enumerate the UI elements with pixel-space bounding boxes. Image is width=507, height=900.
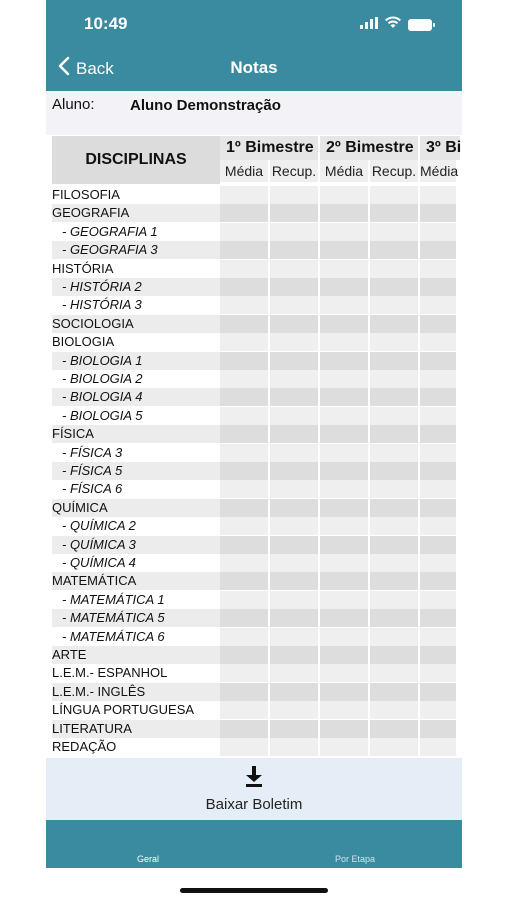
grade-cell <box>420 628 456 646</box>
grade-cell <box>270 296 318 314</box>
grade-cell <box>370 186 418 204</box>
grade-cell <box>320 683 368 701</box>
grade-cell <box>370 609 418 627</box>
grade-cell <box>320 204 368 222</box>
grade-cell <box>370 260 418 278</box>
grade-cell <box>220 738 268 756</box>
home-indicator[interactable] <box>180 888 328 893</box>
grade-cell <box>420 223 456 241</box>
grade-cell <box>320 480 368 498</box>
grade-cell <box>270 352 318 370</box>
grade-cell <box>320 241 368 259</box>
grade-cell <box>270 591 318 609</box>
tab-por-etapa[interactable]: Por Etapa <box>335 854 376 864</box>
student-label: Aluno: <box>52 96 95 113</box>
student-header <box>46 91 462 135</box>
download-report-button[interactable] <box>46 758 462 820</box>
grade-cell <box>320 536 368 554</box>
grade-cell <box>320 554 368 572</box>
grade-cell <box>370 720 418 738</box>
discipline-label: REDAÇÃO <box>52 738 220 756</box>
grade-cell <box>320 333 368 351</box>
grade-cell <box>320 462 368 480</box>
table-row <box>52 480 456 498</box>
grade-cell <box>270 223 318 241</box>
discipline-label: - FÍSICA 6 <box>52 480 220 498</box>
grade-cell <box>320 444 368 462</box>
student-name: Aluno Demonstração <box>130 97 281 114</box>
status-icons <box>360 16 432 34</box>
grade-cell <box>320 738 368 756</box>
grade-cell <box>220 278 268 296</box>
grade-cell <box>370 572 418 590</box>
grade-cell <box>220 260 268 278</box>
grade-cell <box>220 370 268 388</box>
discipline-label: - BIOLOGIA 1 <box>52 352 220 370</box>
grade-cell <box>220 425 268 443</box>
grade-cell <box>320 260 368 278</box>
grade-cell <box>320 315 368 333</box>
grade-cell <box>370 315 418 333</box>
table-row <box>52 554 456 572</box>
page-title: Notas <box>230 58 278 77</box>
table-row <box>52 536 456 554</box>
grade-cell <box>420 186 456 204</box>
grade-cell <box>220 664 268 682</box>
grade-cell <box>270 186 318 204</box>
grade-cell <box>420 241 456 259</box>
grade-cell <box>420 425 456 443</box>
discipline-label: MATEMÁTICA <box>52 572 220 590</box>
grade-cell <box>370 591 418 609</box>
discipline-label: - FÍSICA 3 <box>52 444 220 462</box>
discipline-label: BIOLOGIA <box>52 333 220 351</box>
wifi-icon <box>385 16 401 34</box>
grade-cell <box>270 646 318 664</box>
grade-cell <box>220 296 268 314</box>
grade-cell <box>270 480 318 498</box>
grade-cell <box>220 628 268 646</box>
grade-cell <box>370 425 418 443</box>
grade-cell <box>270 683 318 701</box>
grade-cell <box>270 333 318 351</box>
grade-cell <box>320 407 368 425</box>
disciplines-header: DISCIPLINAS <box>52 136 220 184</box>
table-row <box>52 315 456 333</box>
app-screen <box>46 0 462 900</box>
table-row <box>52 572 456 590</box>
grade-cell <box>320 664 368 682</box>
grade-cell <box>320 701 368 719</box>
grade-cell <box>320 572 368 590</box>
grade-cell <box>420 738 456 756</box>
grade-cell <box>320 720 368 738</box>
grade-cell <box>320 278 368 296</box>
bimester-header: 2º Bimestre <box>320 136 418 160</box>
grade-cell <box>420 333 456 351</box>
grade-cell <box>270 278 318 296</box>
discipline-label: L.E.M.- ESPANHOL <box>52 664 220 682</box>
grade-cell <box>220 204 268 222</box>
grade-cell <box>320 499 368 517</box>
grade-cell <box>420 388 456 406</box>
grade-cell <box>370 296 418 314</box>
sub-column-header: Recup. <box>270 160 318 182</box>
grade-cell <box>420 499 456 517</box>
grade-cell <box>320 388 368 406</box>
discipline-label: - HISTÓRIA 3 <box>52 296 220 314</box>
discipline-label: - BIOLOGIA 5 <box>52 407 220 425</box>
discipline-label: - GEOGRAFIA 3 <box>52 241 220 259</box>
grade-cell <box>270 444 318 462</box>
discipline-label: - QUÍMICA 4 <box>52 554 220 572</box>
discipline-label: - BIOLOGIA 2 <box>52 370 220 388</box>
grade-cell <box>420 462 456 480</box>
grade-cell <box>220 554 268 572</box>
table-row <box>52 388 456 406</box>
discipline-label: GEOGRAFIA <box>52 204 220 222</box>
grade-cell <box>320 517 368 535</box>
grade-cell <box>370 480 418 498</box>
grade-cell <box>220 517 268 535</box>
battery-icon <box>408 19 432 31</box>
grade-cell <box>270 609 318 627</box>
bimester-header: 3º Bi <box>420 136 460 160</box>
table-row <box>52 499 456 517</box>
discipline-label: QUÍMICA <box>52 499 220 517</box>
table-row <box>52 720 456 738</box>
table-row <box>52 186 456 204</box>
grade-cell <box>420 683 456 701</box>
grade-cell <box>270 425 318 443</box>
table-row <box>52 370 456 388</box>
grade-cell <box>320 370 368 388</box>
grade-cell <box>270 370 318 388</box>
grade-cell <box>420 260 456 278</box>
grade-cell <box>220 444 268 462</box>
discipline-label: - BIOLOGIA 4 <box>52 388 220 406</box>
sub-column-header: Média <box>320 160 368 182</box>
grade-cell <box>420 204 456 222</box>
grade-cell <box>420 315 456 333</box>
grade-cell <box>220 572 268 590</box>
grade-cell <box>420 444 456 462</box>
grade-cell <box>270 388 318 406</box>
grade-cell <box>220 720 268 738</box>
discipline-label: ARTE <box>52 646 220 664</box>
home-indicator-area <box>46 868 462 900</box>
discipline-label: FILOSOFIA <box>52 186 220 204</box>
table-row <box>52 333 456 351</box>
grade-cell <box>420 646 456 664</box>
grade-cell <box>420 701 456 719</box>
table-row <box>52 241 456 259</box>
grade-cell <box>370 333 418 351</box>
grade-cell <box>270 260 318 278</box>
grade-cell <box>370 278 418 296</box>
grade-cell <box>370 701 418 719</box>
download-label: Baixar Boletim <box>205 796 303 813</box>
grade-cell <box>270 720 318 738</box>
grade-cell <box>220 407 268 425</box>
grade-cell <box>370 499 418 517</box>
grade-cell <box>220 241 268 259</box>
grade-cell <box>420 609 456 627</box>
grade-cell <box>370 223 418 241</box>
grade-cell <box>270 315 318 333</box>
grade-cell <box>270 628 318 646</box>
grade-cell <box>270 204 318 222</box>
discipline-label: - MATEMÁTICA 5 <box>52 609 220 627</box>
discipline-label: - FÍSICA 5 <box>52 462 220 480</box>
grade-cell <box>220 388 268 406</box>
grade-cell <box>370 370 418 388</box>
grade-cell <box>320 186 368 204</box>
grade-cell <box>220 462 268 480</box>
grade-cell <box>370 664 418 682</box>
discipline-label: L.E.M.- INGLÊS <box>52 683 220 701</box>
grade-cell <box>270 738 318 756</box>
grade-cell <box>320 223 368 241</box>
grade-cell <box>320 591 368 609</box>
grade-cell <box>220 480 268 498</box>
grade-cell <box>270 701 318 719</box>
discipline-label: LITERATURA <box>52 720 220 738</box>
table-row <box>52 664 456 682</box>
discipline-label: HISTÓRIA <box>52 260 220 278</box>
grade-cell <box>370 536 418 554</box>
grade-cell <box>270 554 318 572</box>
table-row <box>52 738 456 756</box>
grade-cell <box>420 591 456 609</box>
grade-cell <box>370 628 418 646</box>
grade-cell <box>370 517 418 535</box>
grade-cell <box>270 462 318 480</box>
table-row <box>52 223 456 241</box>
grade-cell <box>420 536 456 554</box>
discipline-label: - MATEMÁTICA 1 <box>52 591 220 609</box>
download-icon <box>242 764 266 788</box>
table-row <box>52 609 456 627</box>
table-row <box>52 517 456 535</box>
grade-cell <box>370 352 418 370</box>
grade-cell <box>320 352 368 370</box>
signal-icon <box>360 16 378 34</box>
grade-cell <box>420 352 456 370</box>
discipline-label: - HISTÓRIA 2 <box>52 278 220 296</box>
grade-cell <box>420 480 456 498</box>
table-row <box>52 444 456 462</box>
grade-cell <box>420 278 456 296</box>
discipline-label: FÍSICA <box>52 425 220 443</box>
grade-cell <box>270 407 318 425</box>
discipline-label: - GEOGRAFIA 1 <box>52 223 220 241</box>
discipline-label: LÍNGUA PORTUGUESA <box>52 701 220 719</box>
table-row <box>52 204 456 222</box>
grade-cell <box>370 444 418 462</box>
table-row <box>52 646 456 664</box>
grade-cell <box>420 554 456 572</box>
grade-cell <box>270 536 318 554</box>
grade-cell <box>220 701 268 719</box>
grade-cell <box>370 462 418 480</box>
grade-cell <box>220 352 268 370</box>
table-row <box>52 260 456 278</box>
grade-cell <box>270 517 318 535</box>
table-row <box>52 591 456 609</box>
grade-cell <box>270 664 318 682</box>
table-row <box>52 425 456 443</box>
grade-cell <box>420 296 456 314</box>
grade-cell <box>270 241 318 259</box>
tab-bar <box>46 820 462 868</box>
grade-cell <box>420 664 456 682</box>
table-row <box>52 462 456 480</box>
grade-cell <box>420 517 456 535</box>
grade-cell <box>320 628 368 646</box>
grade-cell <box>220 315 268 333</box>
grade-cell <box>420 572 456 590</box>
discipline-label: - MATEMÁTICA 6 <box>52 628 220 646</box>
discipline-label: SOCIOLOGIA <box>52 315 220 333</box>
table-row <box>52 278 456 296</box>
grade-cell <box>370 388 418 406</box>
grade-cell <box>420 720 456 738</box>
sub-column-header: Média <box>220 160 268 182</box>
grade-cell <box>320 425 368 443</box>
grade-cell <box>220 499 268 517</box>
grade-cell <box>220 646 268 664</box>
grade-cell <box>420 370 456 388</box>
bimester-header: 1º Bimestre <box>220 136 318 160</box>
grade-cell <box>270 572 318 590</box>
grade-cell <box>370 738 418 756</box>
grade-cell <box>220 683 268 701</box>
grade-cell <box>420 407 456 425</box>
grade-cell <box>220 536 268 554</box>
grade-cell <box>270 499 318 517</box>
grade-cell <box>370 241 418 259</box>
sub-column-header: Recup. <box>370 160 418 182</box>
grade-cell <box>320 296 368 314</box>
grade-cell <box>220 591 268 609</box>
discipline-label: - QUÍMICA 3 <box>52 536 220 554</box>
grade-cell <box>220 223 268 241</box>
grade-cell <box>320 646 368 664</box>
tab-geral[interactable]: Geral <box>137 854 160 864</box>
grade-cell <box>370 646 418 664</box>
table-row <box>52 296 456 314</box>
top-bar <box>46 0 462 91</box>
grade-cell <box>370 407 418 425</box>
table-row <box>52 352 456 370</box>
table-row <box>52 628 456 646</box>
grade-cell <box>220 333 268 351</box>
grade-cell <box>370 683 418 701</box>
grade-cell <box>220 609 268 627</box>
grade-cell <box>220 186 268 204</box>
grade-cell <box>320 609 368 627</box>
discipline-label: - QUÍMICA 2 <box>52 517 220 535</box>
status-time: 10:49 <box>84 14 128 33</box>
table-row <box>52 407 456 425</box>
grade-cell <box>370 204 418 222</box>
table-row <box>52 683 456 701</box>
grades-table[interactable] <box>52 136 462 756</box>
grade-cell <box>370 554 418 572</box>
sub-column-header: Média <box>420 160 456 182</box>
back-label: Back <box>76 58 114 78</box>
table-row <box>52 701 456 719</box>
